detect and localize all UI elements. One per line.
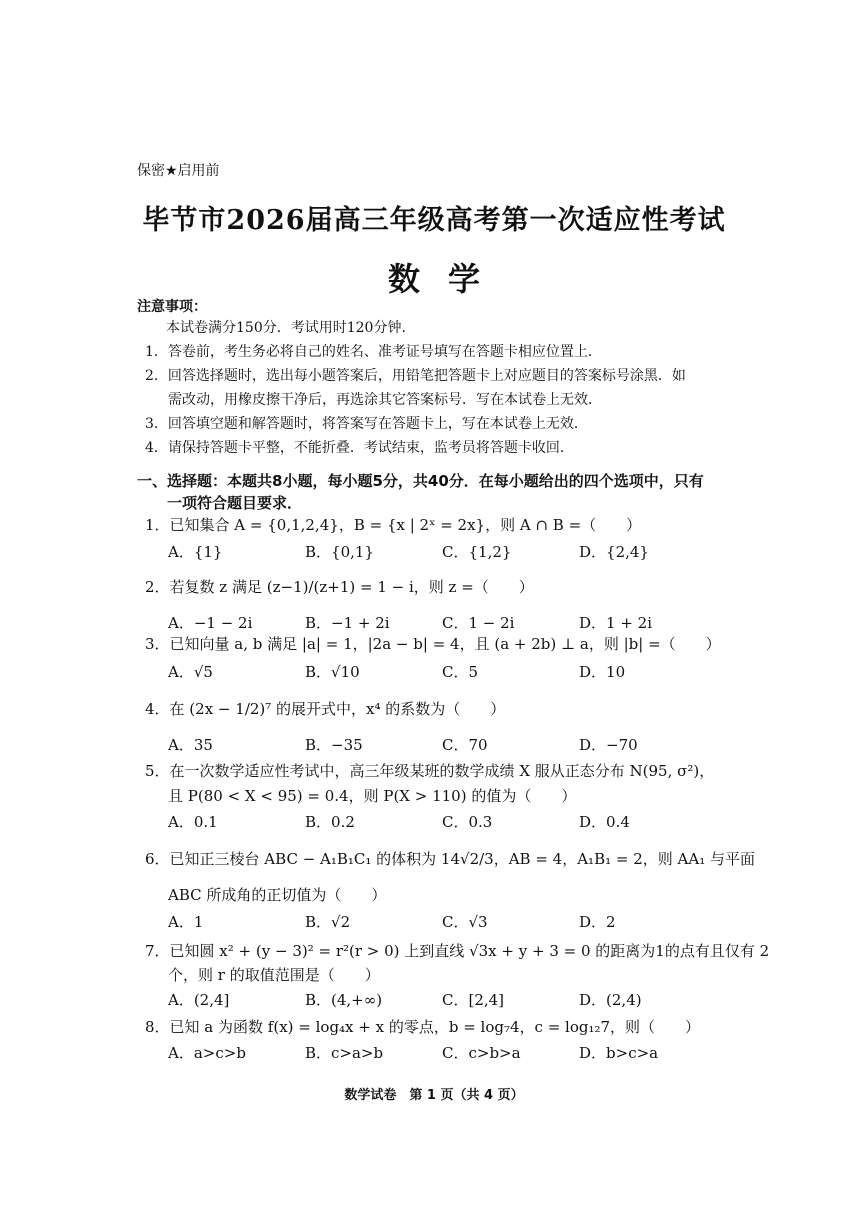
question-1-option-b: B．{0,1} bbox=[305, 543, 374, 561]
question-3-option-b: B．√10 bbox=[305, 663, 360, 681]
question-3-option-c: C．5 bbox=[442, 663, 479, 681]
question-6-stem: 6．已知正三棱台 ABC − A₁B₁C₁ 的体积为 14√2/3，AB = 4，A₁B₁ = 2，则 AA₁ 与平面 bbox=[145, 850, 755, 868]
question-5-option-d: D．0.4 bbox=[579, 813, 630, 831]
question-6-option-b: B．√2 bbox=[305, 913, 351, 931]
section-heading-line1: 一、选择题：本题共8小题，每小题5分，共40分．在每小题给出的四个选项中，只有 bbox=[137, 472, 704, 490]
question-8-option-a: A．a>c>b bbox=[168, 1044, 246, 1062]
question-4-option-c: C．70 bbox=[442, 736, 488, 754]
question-3-option-d: D．10 bbox=[579, 663, 626, 681]
question-6-option-d: D．2 bbox=[579, 913, 616, 931]
question-8-stem: 8．已知 a 为函数 f(x) = log₄x + x 的零点，b = log₇4，c = log₁₂7，则（ ） bbox=[145, 1018, 701, 1036]
question-4-option-a: A．35 bbox=[168, 736, 213, 754]
question-7-stem: 7．已知圆 x² + (y − 3)² = r²(r > 0) 上到直线 √3x + y + 3 = 0 的距离为1的点有且仅有 2 bbox=[145, 942, 770, 960]
notice-item-1: 1．答卷前，考生务必将自己的姓名、准考证号填写在答题卡相应位置上． bbox=[145, 344, 602, 360]
question-5-stem-cont: 且 P(80 < X < 95) = 0.4，则 P(X > 110) 的值为（ ） bbox=[168, 787, 577, 805]
page-footer: 数学试卷 第 1 页（共 4 页） bbox=[344, 1088, 524, 1103]
question-2-option-a: A．−1 − 2i bbox=[168, 614, 253, 632]
question-2-option-b: B．−1 + 2i bbox=[305, 614, 390, 632]
question-8-option-c: C．c>b>a bbox=[442, 1044, 521, 1062]
question-8-option-d: D．b>c>a bbox=[579, 1044, 659, 1062]
question-3-stem: 3．已知向量 a, b 满足 |a| = 1，|2a − b| = 4，且 (a + 2b) ⊥ a，则 |b| =（ ） bbox=[145, 635, 721, 653]
question-1-option-a: A．{1} bbox=[168, 543, 223, 561]
question-1-option-c: C．{1,2} bbox=[442, 543, 512, 561]
question-2-option-d: D．1 + 2i bbox=[579, 614, 653, 632]
question-2-option-c: C．1 − 2i bbox=[442, 614, 515, 632]
question-5-option-b: B．0.2 bbox=[305, 813, 355, 831]
notice-item-2: 2．回答选择题时，选出每小题答案后，用铅笔把答题卡上对应题目的答案标号涂黑．如 bbox=[145, 368, 686, 384]
question-7-option-b: B．(4,+∞) bbox=[305, 991, 383, 1009]
question-7-option-d: D．(2,4) bbox=[579, 991, 642, 1009]
question-4-stem: 4．在 (2x − 1/2)⁷ 的展开式中，x⁴ 的系数为（ ） bbox=[145, 700, 506, 718]
notice-item-2-cont: 需改动，用橡皮擦干净后，再选涂其它答案标号．写在本试卷上无效． bbox=[168, 392, 602, 408]
question-7-option-a: A．(2,4] bbox=[168, 991, 230, 1009]
question-7-stem-cont: 个，则 r 的取值范围是（ ） bbox=[168, 966, 380, 984]
question-6-stem-cont: ABC 所成角的正切值为（ ） bbox=[168, 886, 387, 904]
question-1-stem: 1．已知集合 A = {0,1,2,4}，B = {x | 2ˣ = 2x}，则 A ∩ B =（ ） bbox=[145, 516, 642, 534]
section-heading-line2: 一项符合题目要求． bbox=[167, 494, 303, 512]
notice-intro: 本试卷满分150分．考试用时120分钟． bbox=[166, 320, 416, 336]
secret-label: 保密★启用前 bbox=[137, 163, 220, 179]
question-2-stem: 2．若复数 z 满足 (z−1)/(z+1) = 1 − i，则 z =（ ） bbox=[145, 578, 534, 596]
question-1-option-d: D．{2,4} bbox=[579, 543, 649, 561]
question-7-option-c: C．[2,4] bbox=[442, 991, 505, 1009]
question-6-option-c: C．√3 bbox=[442, 913, 488, 931]
notice-item-4: 4．请保持答题卡平整，不能折叠．考试结束，监考员将答题卡收回． bbox=[145, 440, 574, 456]
question-8-option-b: B．c>a>b bbox=[305, 1044, 384, 1062]
question-4-option-d: D．−70 bbox=[579, 736, 638, 754]
question-5-option-a: A．0.1 bbox=[168, 813, 218, 831]
question-6-option-a: A．1 bbox=[168, 913, 204, 931]
notice-heading: 注意事项： bbox=[137, 299, 207, 315]
exam-title: 毕节市2026届高三年级高考第一次适应性考试 bbox=[142, 205, 726, 236]
question-5-option-c: C．0.3 bbox=[442, 813, 493, 831]
notice-item-3: 3．回答填空题和解答题时，将答案写在答题卡上，写在本试卷上无效． bbox=[145, 416, 588, 432]
question-5-stem: 5．在一次数学适应性考试中，高三年级某班的数学成绩 X 服从正态分布 N(95, σ²)， bbox=[145, 762, 715, 780]
subject-title: 数学 bbox=[387, 260, 508, 298]
question-3-option-a: A．√5 bbox=[168, 663, 213, 681]
question-4-option-b: B．−35 bbox=[305, 736, 363, 754]
